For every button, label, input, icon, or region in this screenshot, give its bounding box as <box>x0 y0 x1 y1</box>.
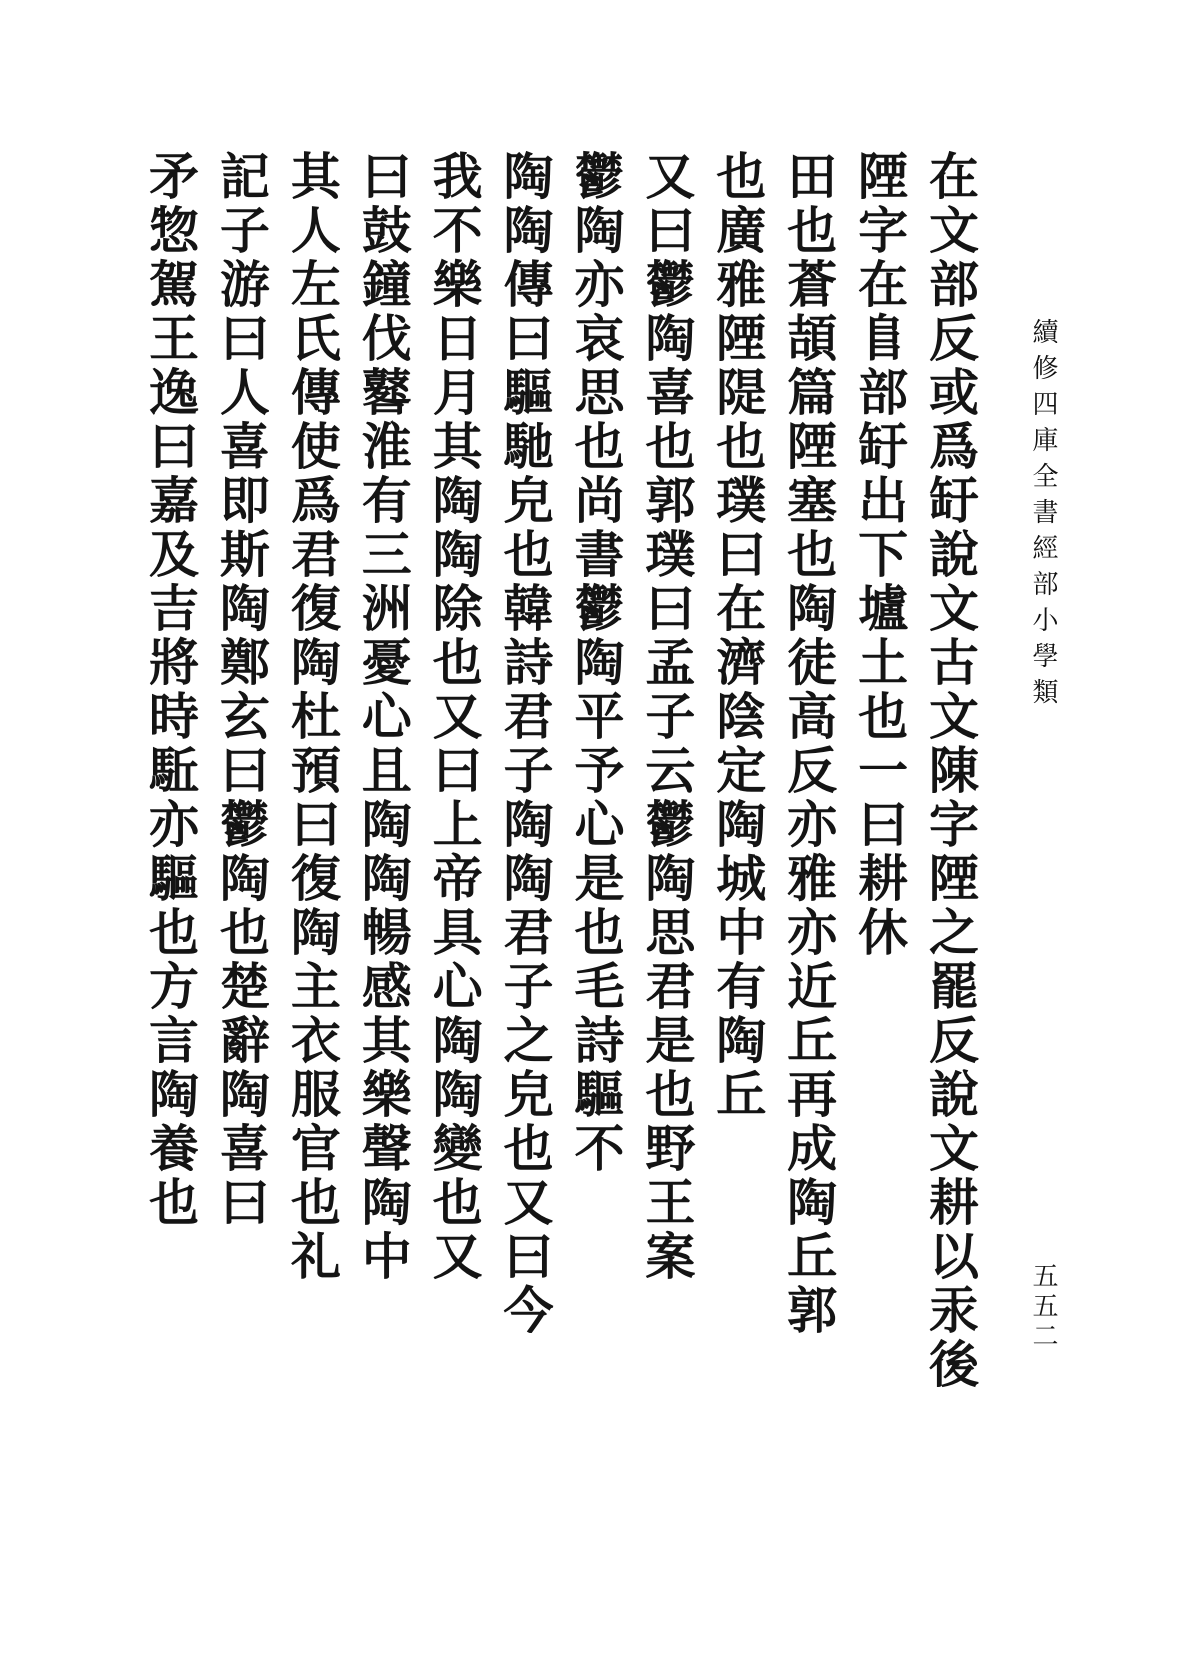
text-column-12: 矛惣駕王逸曰嘉及吉將時駈亦驅也方言陶養也 <box>141 150 200 1230</box>
text-column-8: 我不樂日月其陶陶除也又曰上帝具心陶陶變也又 <box>424 150 484 1284</box>
text-column-11: 記子游曰人喜即斯陶鄭玄曰鬱陶也楚辭陶喜曰 <box>211 150 271 1230</box>
book-title: 續修四庫全書 <box>1028 318 1058 534</box>
page-number: 五五二 <box>1028 1262 1058 1352</box>
text-column-3: 田也蒼頡篇陻塞也陶徒高反亦雅亦近丘再成陶丘郭 <box>779 150 839 1338</box>
text-column-7: 陶陶傳曰驅馳皃也韓詩君子陶陶君子之皃也又曰今 <box>495 150 555 1338</box>
text-column-6: 鬱陶亦哀思也尚書鬱陶平予心是也毛詩驅不 <box>566 150 626 1176</box>
text-column-9: 曰鼓鐘伐鼛淮有三洲憂心且陶陶暢感其樂聲陶中 <box>353 150 413 1284</box>
text-column-4: 也廣雅陻隄也璞曰在濟陰定陶城中有陶丘 <box>708 150 768 1122</box>
text-column-5: 又曰鬱陶喜也郭璞曰孟子云鬱陶思君是也野王案 <box>637 150 697 1284</box>
category-label: 小學類 <box>1028 606 1058 714</box>
running-header <box>1018 318 1068 714</box>
text-column-2: 陻字在𨸏部䍂出下壚土也一曰耕休 <box>850 150 910 960</box>
text-column-1: 在文部反或爲䍂說文古文陳字陻之罷反說文耕以汞後 <box>920 150 980 1392</box>
text-column-10: 其人左氏傳使爲君復陶杜預曰復陶主衣服官也礼 <box>282 150 342 1284</box>
main-text-block <box>140 150 980 1550</box>
section-label: 經部 <box>1028 534 1058 606</box>
